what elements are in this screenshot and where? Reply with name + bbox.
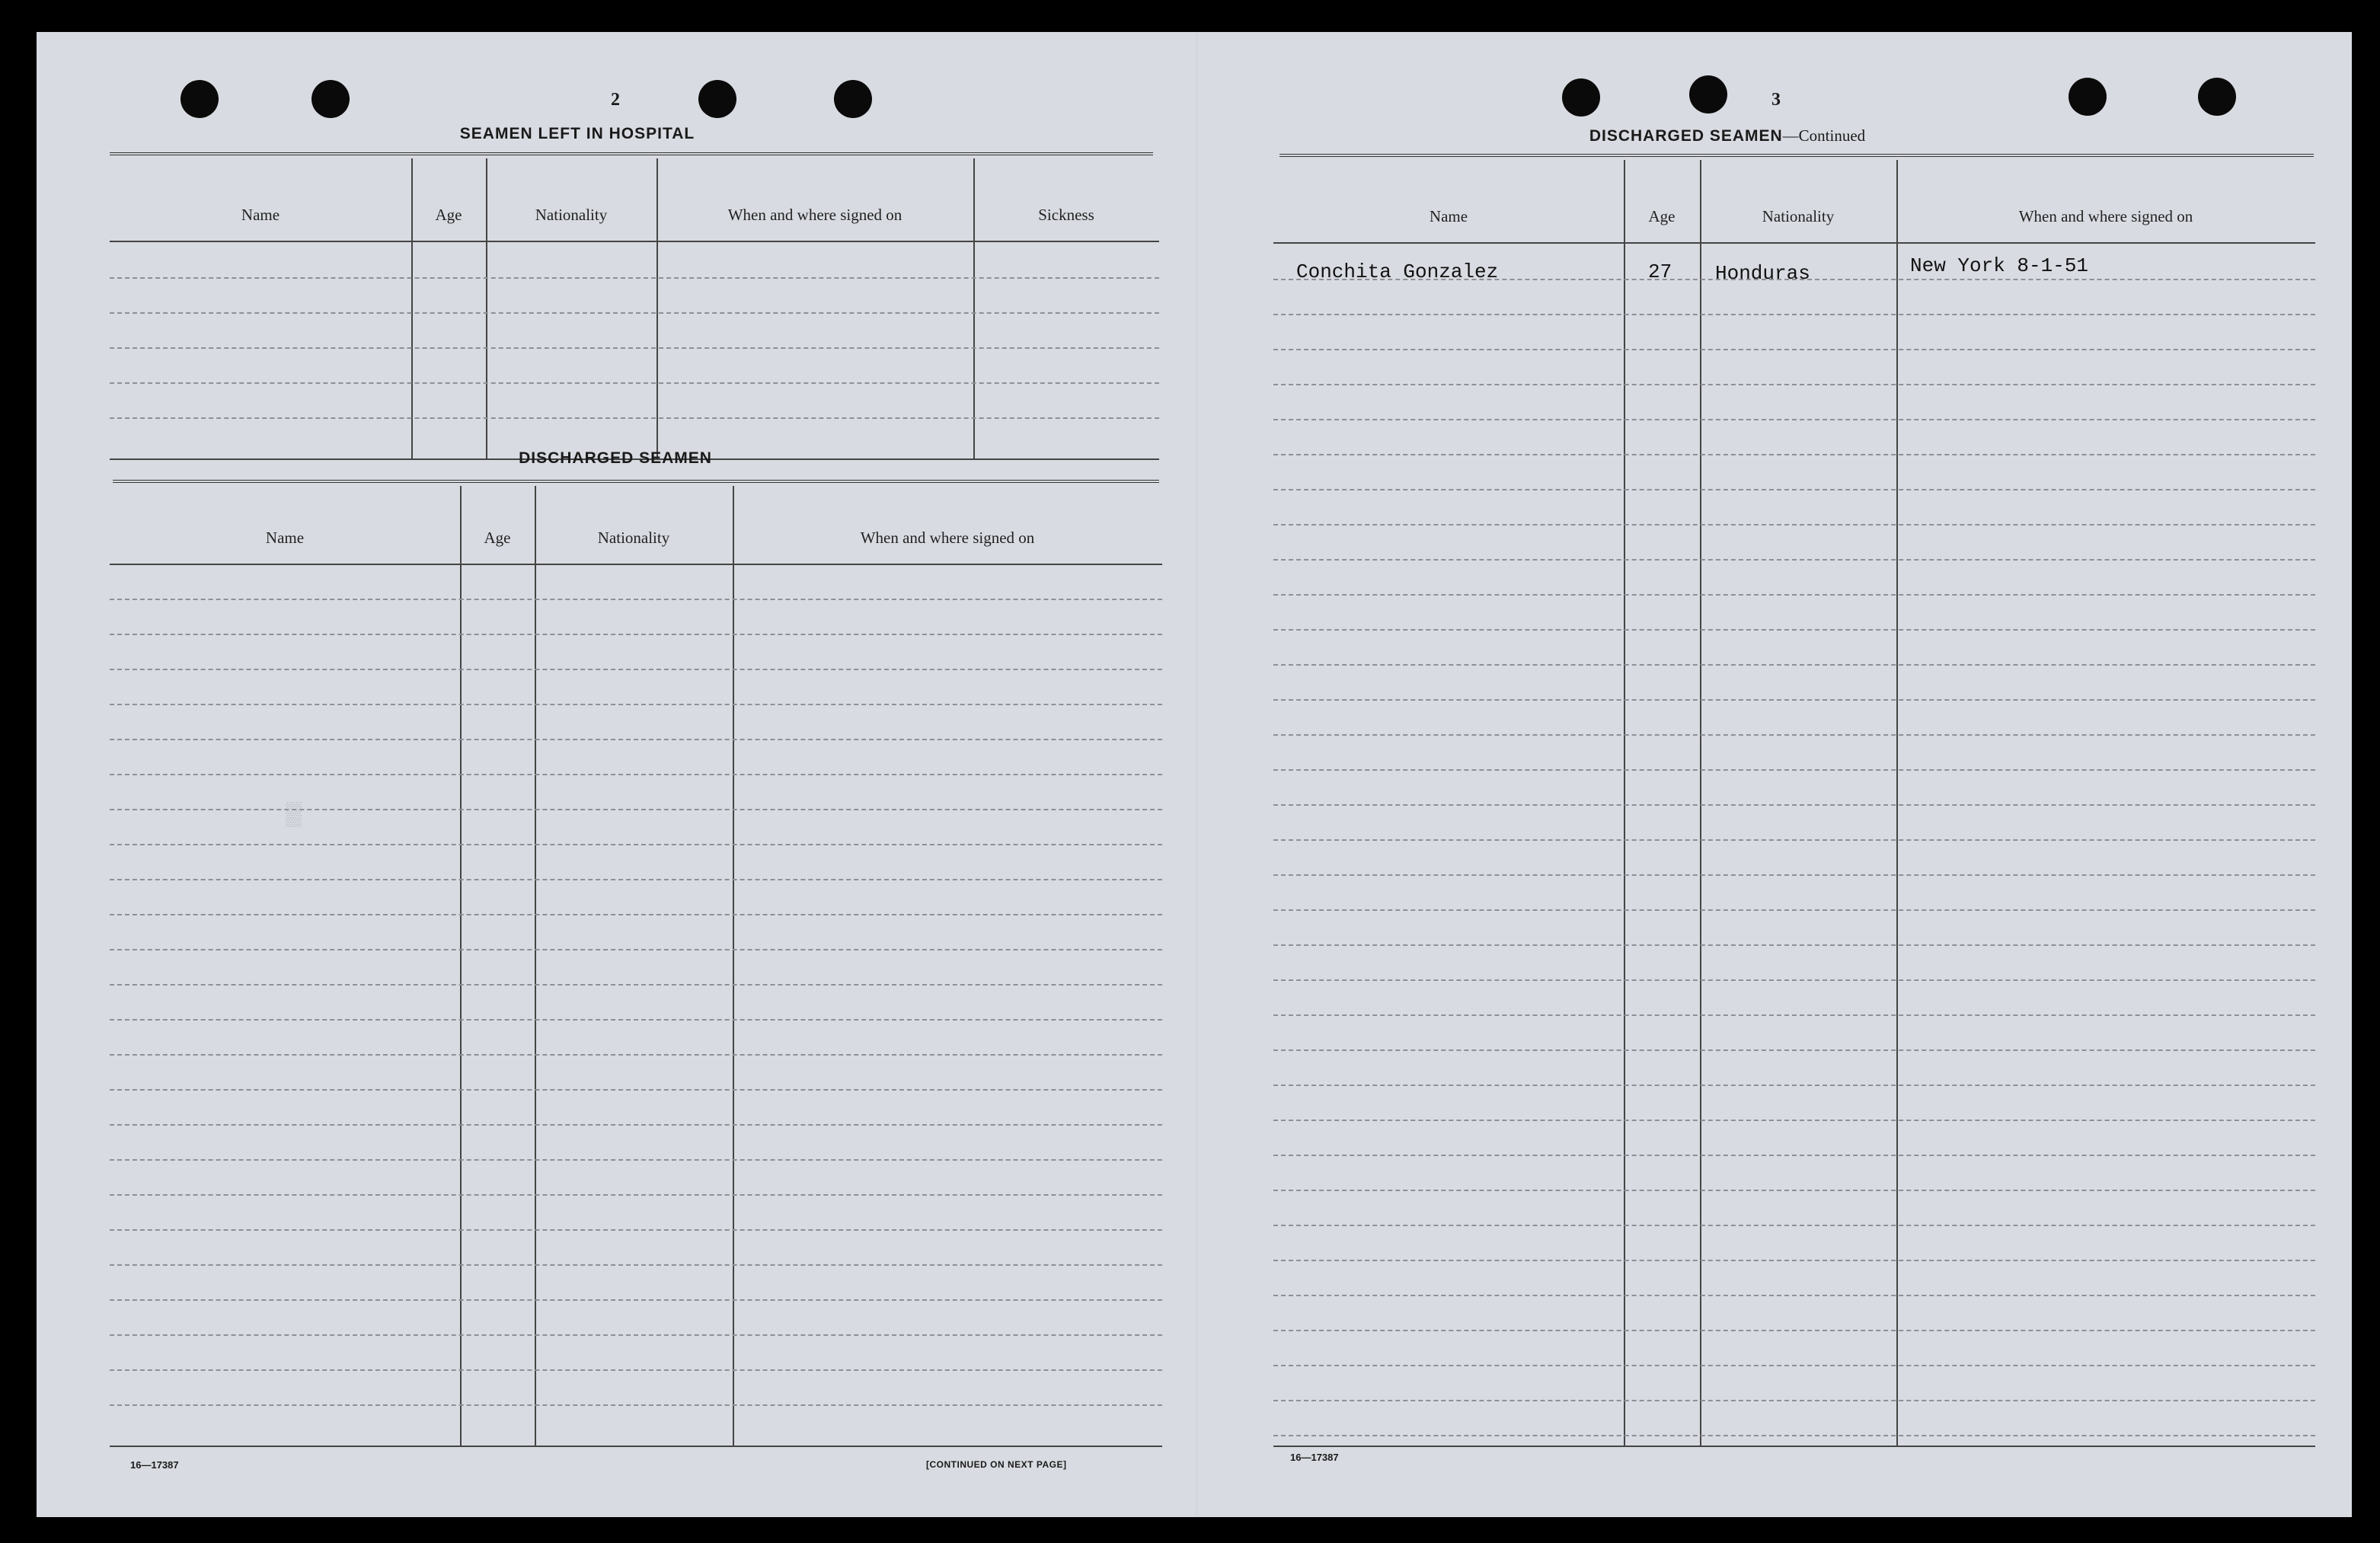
table-row bbox=[1273, 1120, 2315, 1121]
right-col-age: Age bbox=[1648, 207, 1676, 225]
hospital-col-name: Name bbox=[241, 206, 280, 224]
left-form-code: 16—17387 bbox=[130, 1459, 179, 1471]
table-row bbox=[110, 949, 1162, 950]
table-row bbox=[1273, 279, 2315, 280]
discharged-col-age: Age bbox=[484, 529, 511, 547]
discharged-col-name: Name bbox=[265, 529, 305, 547]
manifest-sheet bbox=[37, 32, 2352, 1517]
left-page-number: 2 bbox=[611, 90, 620, 110]
punch-hole-icon bbox=[698, 80, 736, 118]
punch-hole-icon bbox=[834, 80, 872, 118]
discharged-table-left bbox=[110, 486, 1162, 1447]
table-row bbox=[1273, 804, 2315, 806]
table-row bbox=[1273, 1260, 2315, 1261]
table-row bbox=[1273, 1225, 2315, 1226]
right-col-signed-on: When and where signed on bbox=[2018, 207, 2193, 225]
table-row bbox=[110, 417, 1159, 419]
table-row bbox=[110, 1369, 1162, 1371]
table-row bbox=[110, 1089, 1162, 1091]
punch-hole-icon bbox=[311, 80, 350, 118]
table-row bbox=[110, 669, 1162, 670]
discharged-table-right bbox=[1273, 160, 2315, 1447]
discharged-section-title: DISCHARGED SEAMEN bbox=[519, 449, 712, 467]
hospital-col-signed-on: When and where signed on bbox=[727, 206, 902, 224]
table-row bbox=[1273, 314, 2315, 315]
right-col-nationality: Nationality bbox=[1762, 207, 1835, 225]
entry-name: Conchita Gonzalez bbox=[1296, 260, 1499, 283]
table-row bbox=[1273, 524, 2315, 526]
table-row bbox=[110, 634, 1162, 635]
table-row bbox=[1273, 349, 2315, 350]
hospital-col-age: Age bbox=[435, 206, 462, 224]
table-row bbox=[110, 312, 1159, 314]
table-row bbox=[110, 774, 1162, 775]
table-row bbox=[1273, 1190, 2315, 1191]
table-row bbox=[110, 1334, 1162, 1336]
table-row bbox=[110, 879, 1162, 880]
table-row bbox=[1273, 1365, 2315, 1366]
table-row bbox=[1273, 489, 2315, 490]
table-row bbox=[1273, 1295, 2315, 1296]
discharged-top-rule bbox=[113, 480, 1159, 484]
table-row bbox=[1273, 1049, 2315, 1051]
table-row bbox=[1273, 839, 2315, 841]
table-row bbox=[1273, 384, 2315, 385]
hospital-section-title: SEAMEN LEFT IN HOSPITAL bbox=[459, 125, 695, 142]
table-row bbox=[1273, 699, 2315, 701]
hospital-top-rule bbox=[110, 152, 1153, 157]
table-row bbox=[110, 984, 1162, 986]
table-row bbox=[1273, 979, 2315, 981]
table-row bbox=[1273, 559, 2315, 561]
table-row bbox=[1273, 1435, 2315, 1436]
table-row bbox=[110, 1019, 1162, 1021]
hospital-col-sickness: Sickness bbox=[1038, 206, 1094, 224]
table-row bbox=[110, 1299, 1162, 1301]
table-row bbox=[110, 1124, 1162, 1126]
table-row bbox=[110, 914, 1162, 915]
table-row bbox=[110, 1054, 1162, 1056]
table-row bbox=[1273, 629, 2315, 631]
table-row bbox=[1273, 454, 2315, 455]
hospital-col-nationality: Nationality bbox=[535, 206, 608, 224]
continued-note: [CONTINUED ON NEXT PAGE] bbox=[926, 1459, 1067, 1470]
discharged-title-text: DISCHARGED SEAMEN bbox=[1589, 127, 1783, 145]
table-row bbox=[1273, 874, 2315, 876]
table-row bbox=[1273, 1330, 2315, 1331]
punch-hole-icon bbox=[2198, 78, 2236, 116]
table-row bbox=[110, 1404, 1162, 1406]
table-row bbox=[1273, 594, 2315, 596]
right-page-number: 3 bbox=[1771, 90, 1781, 110]
table-row bbox=[1273, 769, 2315, 771]
table-row bbox=[1273, 1400, 2315, 1401]
discharged-col-nationality: Nationality bbox=[597, 529, 670, 547]
right-form-code: 16—17387 bbox=[1290, 1452, 1339, 1463]
table-row bbox=[1273, 664, 2315, 666]
punch-hole-icon bbox=[1689, 75, 1727, 113]
ink-smudge: ▒ bbox=[286, 801, 302, 826]
continued-suffix: —Continued bbox=[1782, 126, 1866, 145]
table-row bbox=[110, 1264, 1162, 1266]
entry-age: 27 bbox=[1648, 260, 1672, 283]
punch-hole-icon bbox=[1562, 78, 1600, 117]
discharged-col-signed-on: When and where signed on bbox=[860, 529, 1035, 547]
table-row bbox=[110, 844, 1162, 845]
table-row bbox=[1273, 1155, 2315, 1156]
table-row bbox=[1273, 909, 2315, 911]
table-row bbox=[110, 1229, 1162, 1231]
table-row bbox=[110, 704, 1162, 705]
entry-nationality: Honduras bbox=[1715, 262, 1810, 285]
table-row bbox=[110, 347, 1159, 349]
punch-hole-icon bbox=[2069, 78, 2107, 116]
table-row bbox=[1273, 734, 2315, 736]
right-top-rule bbox=[1279, 154, 2314, 158]
table-row bbox=[110, 809, 1162, 810]
table-row bbox=[110, 277, 1159, 279]
entry-signed-on: New York 8-1-51 bbox=[1910, 254, 2089, 277]
table-row bbox=[110, 599, 1162, 600]
table-row bbox=[110, 1159, 1162, 1161]
discharged-continued-title bbox=[1529, 126, 1925, 145]
table-row bbox=[1273, 1085, 2315, 1086]
table-row bbox=[110, 739, 1162, 740]
hospital-table bbox=[110, 158, 1159, 460]
table-row bbox=[1273, 419, 2315, 420]
table-row bbox=[110, 382, 1159, 384]
punch-hole-icon bbox=[180, 80, 219, 118]
right-col-name: Name bbox=[1429, 207, 1468, 225]
table-row bbox=[1273, 944, 2315, 946]
table-row bbox=[110, 1194, 1162, 1196]
table-row bbox=[1273, 1014, 2315, 1016]
page-fold bbox=[1196, 32, 1198, 1517]
